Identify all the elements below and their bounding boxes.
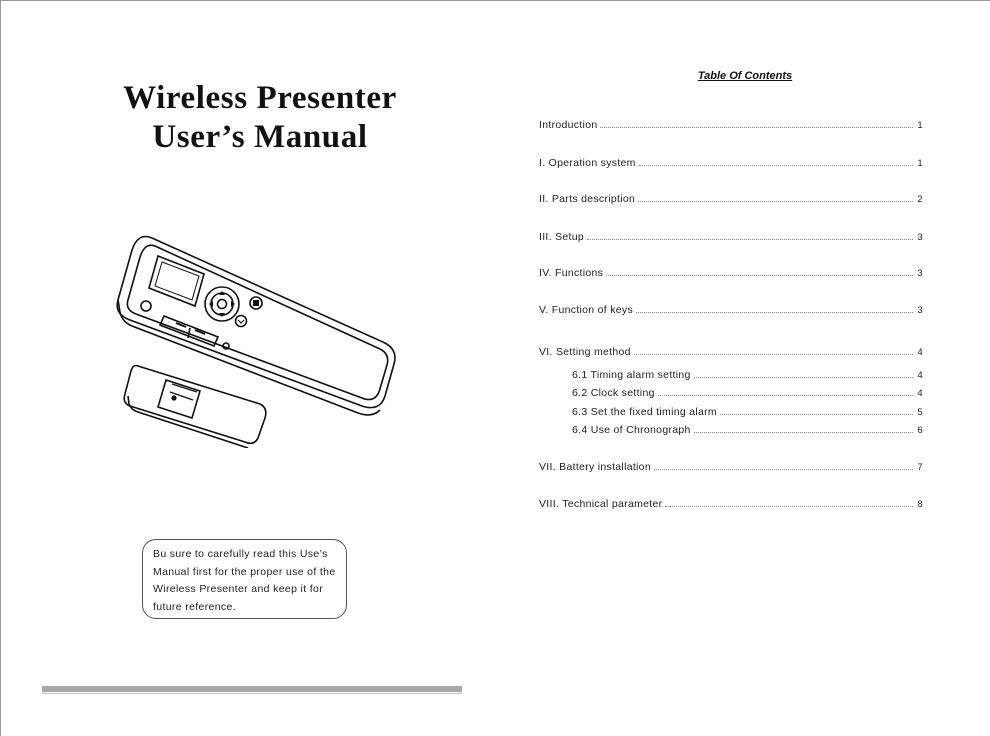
toc-entry-label: 6.1 Timing alarm setting [572,369,691,381]
toc-entry[interactable] [539,155,923,169]
toc-entry-page: 3 [917,268,923,279]
toc-leader-dots [665,506,913,507]
toc-leader-dots [638,201,913,202]
toc-leader-dots [720,414,913,415]
toc-entry-label: 6.3 Set the fixed timing alarm [572,406,717,418]
toc-entry-label: 6.4 Use of Chronograph [572,424,691,436]
toc-leader-dots [658,395,913,396]
notice-line: Bu sure to carefully read this Use’s [153,548,328,560]
toc-subentry[interactable] [572,385,923,399]
toc-entry-label: Introduction [539,119,598,131]
toc-leader-dots [636,312,913,313]
notice-line: Wireless Presenter and keep it for [153,583,324,596]
manual-title-line-2: User’s Manual [152,119,368,155]
toc-entry-page: 1 [917,120,923,131]
toc-entry[interactable] [539,117,923,131]
toc-entry-label: VI. Setting method [539,346,631,358]
toc-leader-dots [606,275,913,276]
toc-leader-dots [600,127,913,128]
toc-leader-dots [587,239,913,240]
toc-entry[interactable] [539,496,923,510]
toc-entry-label: II. Parts description [539,193,636,205]
toc-entry-page: 4 [917,347,923,358]
toc-heading: Table Of Contents [697,70,793,82]
toc-entry-label: IV. Functions [539,267,604,279]
toc-entry-label: I. Operation system [539,157,636,169]
toc-entry[interactable] [539,265,923,279]
toc-subentry[interactable] [572,367,923,381]
toc-entry-page: 3 [917,305,923,316]
toc-entry[interactable] [539,229,923,243]
toc-entry-page: 3 [917,232,923,243]
toc-entry-page: 6 [917,425,923,436]
manual-title-line-1: Wireless Presenter [123,80,397,116]
presenter-device-illustration [100,228,410,448]
toc-subentry[interactable] [572,404,923,418]
toc-entry-label: VII. Battery installation [539,461,651,473]
toc-entry-label: III. Setup [539,231,585,243]
notice-line: Manual first for the proper use of the [153,565,336,578]
toc-entry-label: VIII. Technical parameter [539,498,663,510]
toc-leader-dots [694,432,913,433]
toc-entry[interactable] [539,302,923,316]
toc-entry-page: 5 [917,407,923,418]
toc-entry-page: 4 [917,388,923,399]
bottom-rule [42,686,462,692]
toc-leader-dots [654,469,913,470]
toc-entry-page: 1 [917,158,923,169]
toc-entry-page: 2 [917,194,923,205]
notice-line: future reference. [153,600,236,613]
toc-entry-label: V. Function of keys [539,304,634,316]
toc-leader-dots [634,354,913,355]
page-border-left [0,0,1,736]
toc-subentry[interactable] [572,422,923,436]
toc-entry[interactable] [539,344,923,358]
toc-entry-label: 6.2 Clock setting [572,387,655,399]
toc-entry-page: 8 [917,499,923,510]
toc-entry[interactable] [539,191,923,205]
toc-entry-page: 4 [917,370,923,381]
toc-entry-page: 7 [917,462,923,473]
page-border-top [0,0,990,1]
toc-leader-dots [639,165,913,166]
toc-entry[interactable] [539,459,923,473]
toc-leader-dots [694,377,913,378]
read-manual-notice [142,539,347,619]
